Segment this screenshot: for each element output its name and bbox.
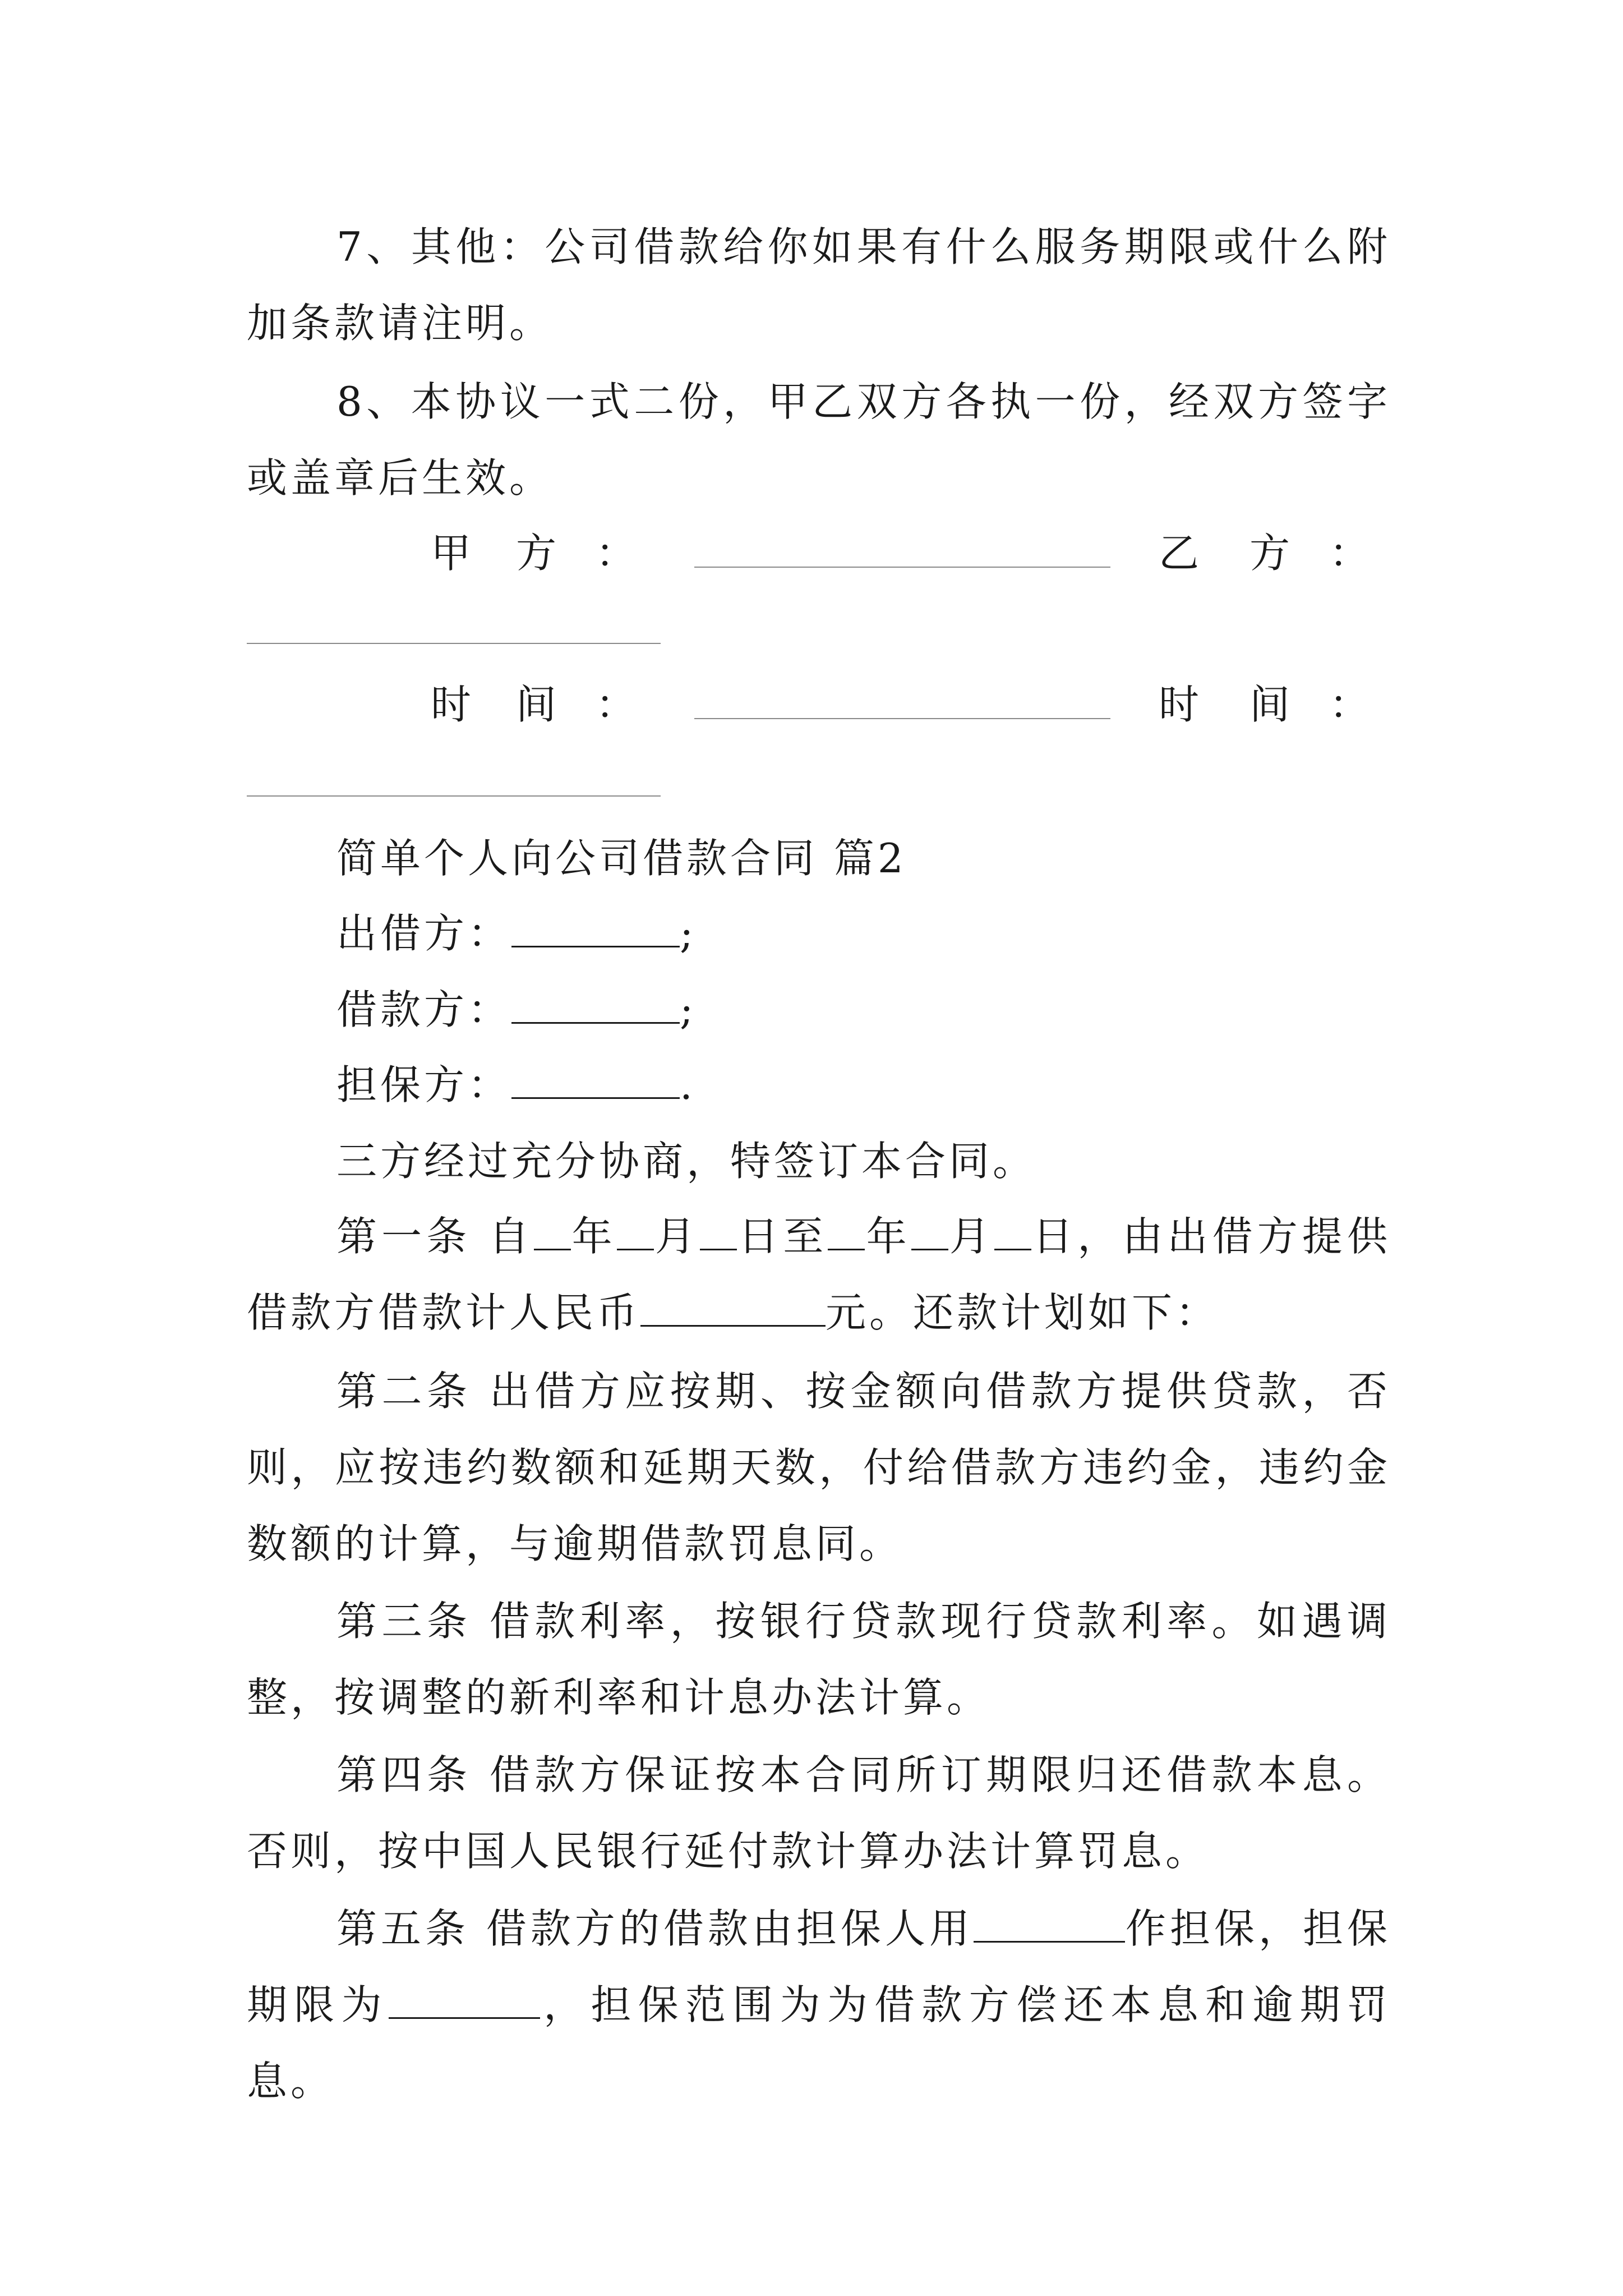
borrower-label: 借款方： (336, 986, 512, 1033)
party-a-signature-line (694, 567, 1110, 568)
lender-blank (511, 911, 680, 947)
borrower-blank (511, 987, 680, 1024)
borrower-line: 借款方： ; (336, 986, 697, 1033)
signature-row-times: 时 间 ： 时 间 ： (431, 681, 1370, 728)
intro-sentence: 三方经过充分协商，特签订本合同。 (336, 1138, 1037, 1185)
end-day-blank (994, 1214, 1031, 1250)
guarantor-line: 担保方： . (336, 1061, 696, 1108)
amount-blank (640, 1290, 826, 1327)
article-5: 第五条 借款方的借款由担保人用 作担保，担保期限为 ，担保范围为为借款方偿还本息和逾期罚息。 (247, 1905, 1391, 2105)
section-title: 简单个人向公司借款合同 篇2 (336, 835, 907, 882)
clause-8: 8、本协议一式二份，甲乙双方各执一份，经双方签字或盖章后生效。 (247, 378, 1391, 501)
start-year-blank (534, 1214, 571, 1250)
time-b-signature-line (247, 795, 661, 797)
guarantee-period-blank (389, 1982, 540, 2019)
article-2: 第二条 出借方应按期、按金额向借款方提供贷款，否则，应按违约数额和延期天数，付给借款方违约金，违约金数额的计算，与逾期借款罚息同。 (247, 1368, 1391, 1567)
guarantor-blank (511, 1062, 680, 1099)
start-day-blank (700, 1214, 737, 1250)
end-year-blank (828, 1214, 865, 1250)
article-3: 第三条 借款利率，按银行贷款现行贷款利率。如遇调整，按调整的新利率和计息办法计算。 (247, 1598, 1391, 1721)
end-month-blank (911, 1214, 948, 1250)
clause-7: 7、其他：公司借款给你如果有什么服务期限或什么附加条款请注明。 (247, 223, 1391, 347)
guarantor-label: 担保方： (336, 1061, 512, 1108)
time-a-signature-line (694, 718, 1110, 719)
article-1: 第一条 自 年 月 日至 年 月 日，由出借方提供借款方借款计人民币 元。还款计划如下： (247, 1213, 1391, 1336)
lender-label: 出借方： (336, 910, 512, 957)
start-month-blank (617, 1214, 654, 1250)
party-b-signature-line (247, 643, 661, 644)
article-4: 第四条 借款方保证按本合同所订期限归还借款本息。否则，按中国人民银行延付款计算办法计算罚息。 (247, 1751, 1391, 1875)
collateral-blank (974, 1906, 1125, 1943)
signature-row-parties: 甲 方 ： 乙 方 ： (431, 530, 1370, 577)
lender-line: 出借方： ; (336, 910, 697, 957)
